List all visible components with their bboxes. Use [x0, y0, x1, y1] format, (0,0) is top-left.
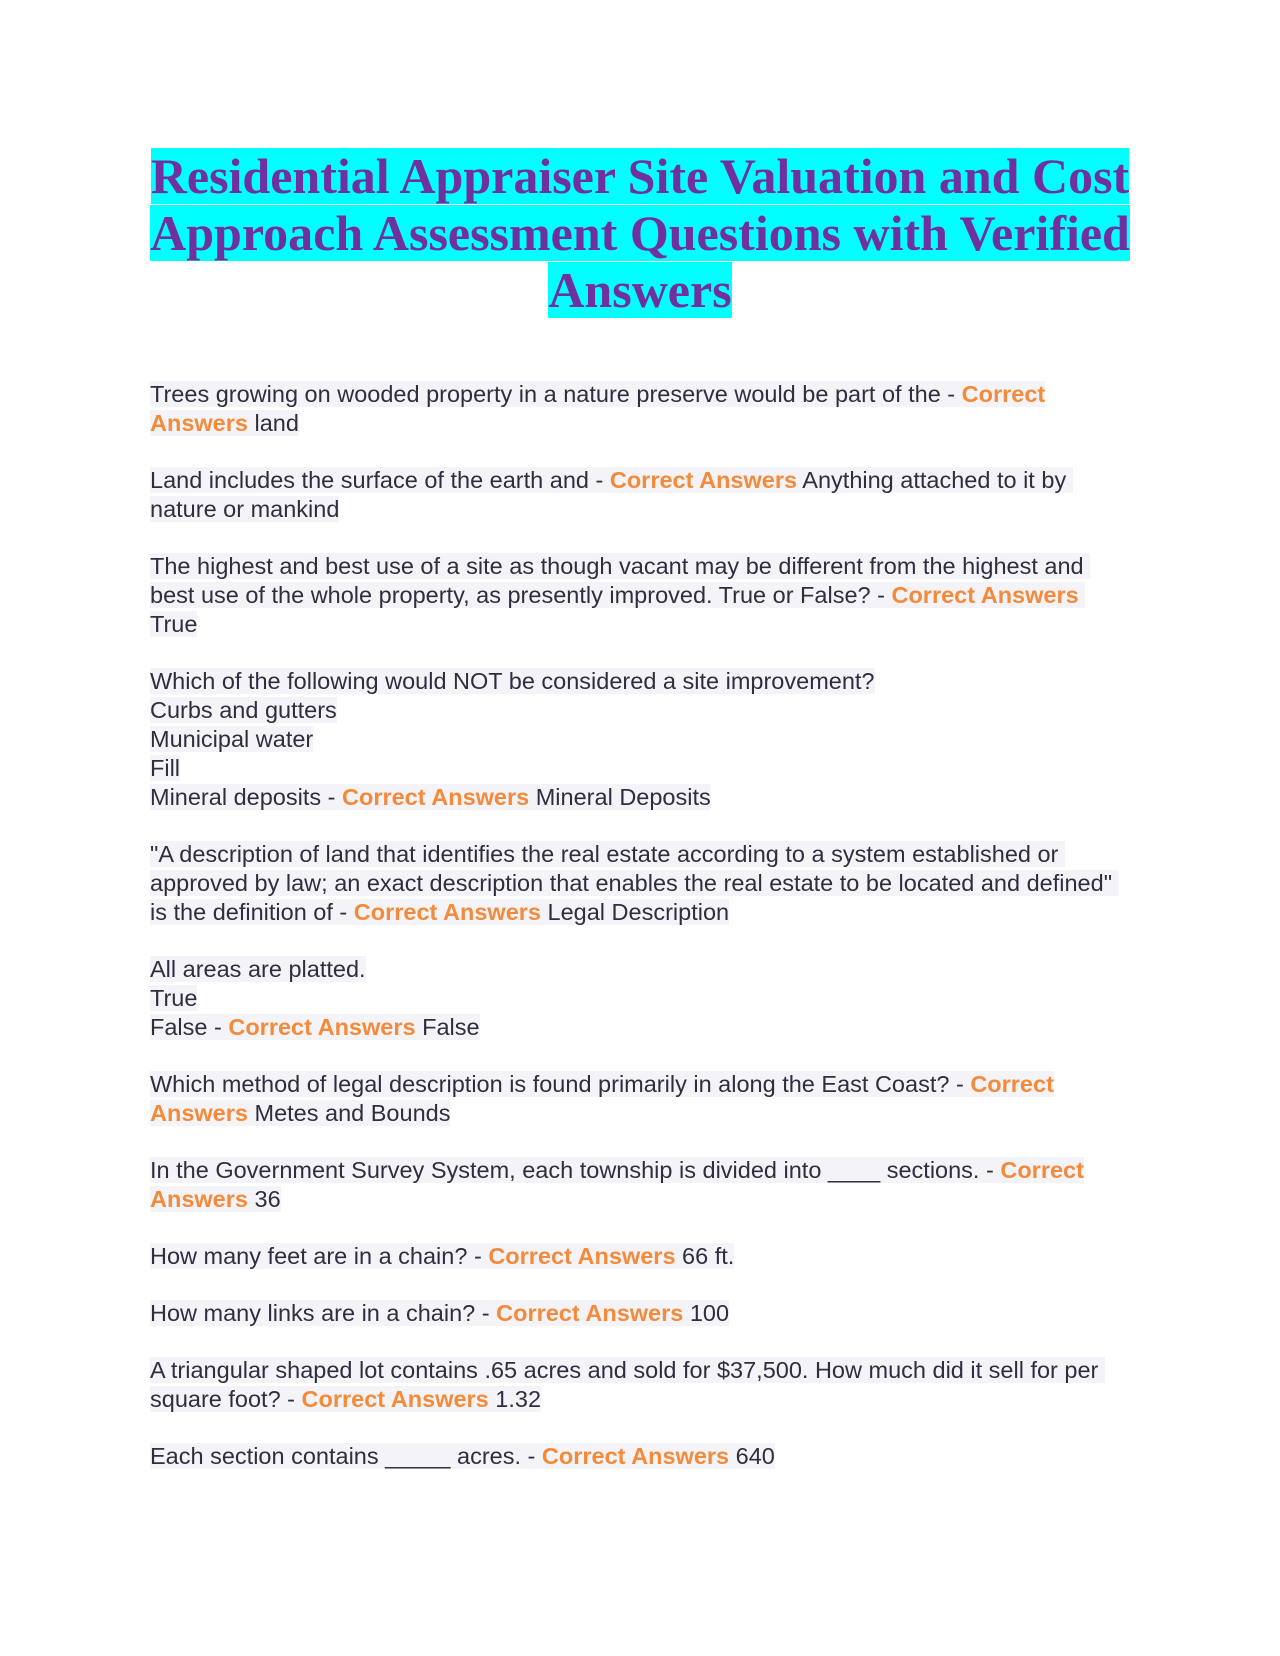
qa-item [150, 1356, 1130, 1414]
answer-text: land [254, 410, 299, 436]
correct-answers-label: Correct Answers [150, 1157, 1084, 1212]
answer-text: Metes and Bounds [254, 1100, 451, 1126]
qa-item [150, 1299, 1130, 1328]
question-text: Trees growing on wooded property in a nature preserve would be part of the - [150, 381, 956, 407]
correct-answers-label: Correct Answers [353, 899, 541, 925]
question-text: How many links are in a chain? - [150, 1300, 490, 1326]
question-text: A triangular shaped lot contains .65 acres and sold for $37,500. How much did it sell for per square foot? - [150, 1357, 1105, 1412]
question-text: The highest and best use of a site as though vacant may be different from the highest and best use of the whole property, as presently improved. True or False? - [150, 553, 1091, 608]
answer-text: False [422, 1014, 480, 1040]
qa-item [150, 380, 1130, 438]
answer-text: True [150, 611, 198, 637]
qa-item [150, 667, 1130, 812]
correct-answers-label: Correct Answers [150, 1071, 1054, 1126]
question-text: Each section contains _____ acres. - [150, 1443, 536, 1469]
correct-answers-label: Correct Answers [891, 582, 1079, 608]
qa-item [150, 1156, 1130, 1214]
answer-text: Anything attached to it by nature or mankind [150, 467, 1073, 522]
qa-item [150, 840, 1130, 927]
qa-item [150, 466, 1130, 524]
document-title [150, 148, 1130, 319]
answer-text: 1.32 [495, 1386, 542, 1412]
answer-text: 100 [689, 1300, 730, 1326]
correct-answers-label: Correct Answers [150, 381, 1046, 436]
question-text: In the Government Survey System, each township is divided into ____ sections. - [150, 1157, 994, 1183]
qa-item [150, 1442, 1130, 1471]
question-text: "A description of land that identifies the real estate according to a system established or approved by law; an exact description that enables the real estate to be located and defined" is the definition of - [150, 841, 1119, 925]
answer-text: Legal Description [547, 899, 730, 925]
question-text: All areas are platted. True False - [150, 956, 366, 1040]
correct-answers-label: Correct Answers [301, 1386, 489, 1412]
qa-item [150, 552, 1130, 639]
answer-text: 640 [735, 1443, 775, 1469]
question-text: Land includes the surface of the earth and - [150, 467, 604, 493]
correct-answers-label: Correct Answers [496, 1300, 684, 1326]
correct-answers-label: Correct Answers [541, 1443, 730, 1469]
qa-item [150, 1242, 1130, 1271]
answer-text: Mineral Deposits [535, 784, 711, 810]
document-title-text: Residential Appraiser Site Valuation and Cost Approach Assessment Questions with Verified Answers [150, 148, 1130, 318]
question-answer-list [150, 380, 1130, 1499]
correct-answers-label: Correct Answers [488, 1243, 676, 1269]
question-text: Which method of legal description is found primarily in along the East Coast? - [150, 1071, 964, 1097]
question-text: Which of the following would NOT be considered a site improvement? Curbs and gutters Municipal water Fill Mineral deposits - [150, 668, 875, 810]
correct-answers-label: Correct Answers [609, 467, 798, 493]
answer-text: 66 ft. [682, 1243, 735, 1269]
question-text: How many feet are in a chain? - [150, 1243, 482, 1269]
correct-answers-label: Correct Answers [228, 1014, 416, 1040]
qa-item [150, 955, 1130, 1042]
answer-text: 36 [254, 1186, 281, 1212]
correct-answers-label: Correct Answers [342, 784, 530, 810]
qa-item [150, 1070, 1130, 1128]
